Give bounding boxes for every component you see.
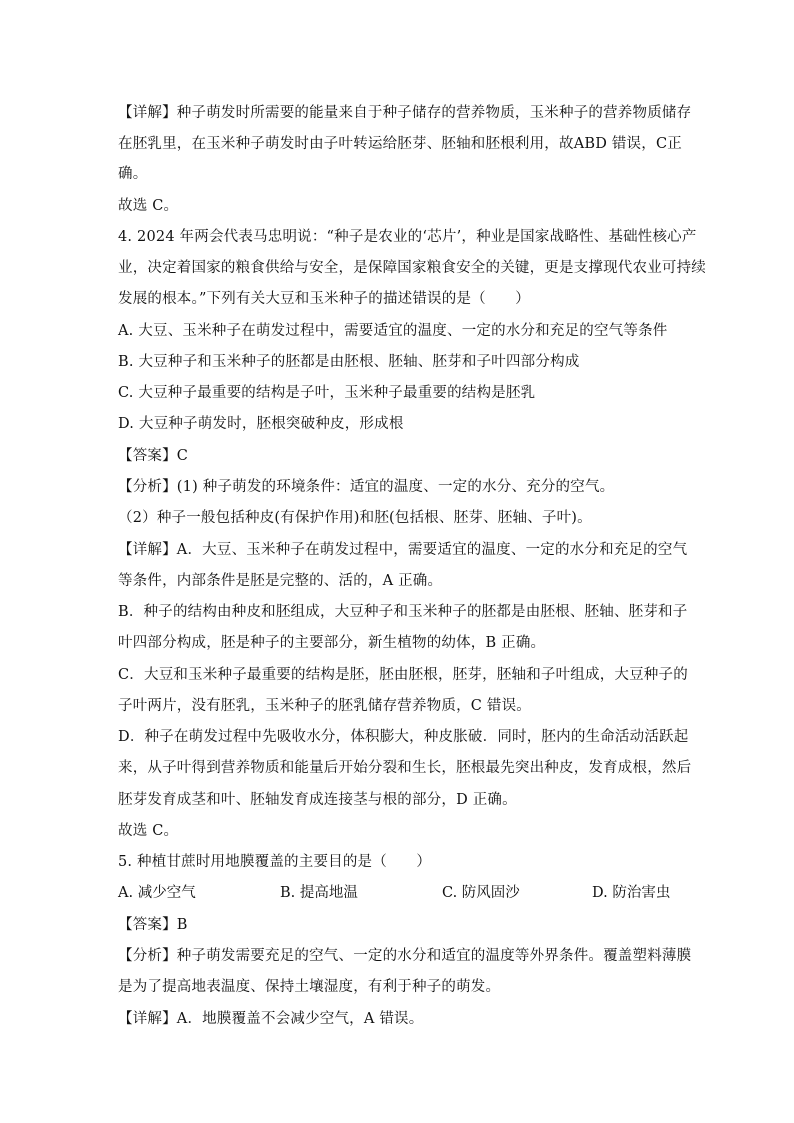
text-line: 故选 C。 (118, 823, 179, 839)
option-d: D. 大豆种子萌发时，胚根突破种皮，形成根 (118, 416, 404, 432)
explanation-line: 【详解】A．大豆、玉米种子在萌发过程中，需要适宜的温度、一定的水分和充足的空气 (118, 542, 688, 558)
explanation-line: 子叶两片，没有胚乳，玉米种子的胚乳储存营养物质，C 错误。 (118, 698, 532, 714)
option-a: A. 减少空气 (118, 885, 196, 901)
explanation-line: C．大豆和玉米种子最重要的结构是胚，胚由胚根，胚芽，胚轴和子叶组成，大豆种子的 (118, 667, 688, 683)
text-line: 【详解】种子萌发时所需要的能量来自于种子储存的营养物质，玉米种子的营养物质储存 (118, 105, 692, 121)
text-line: 在胚乳里，在玉米种子萌发时由子叶转运给胚芽、胚轴和胚根利用，故ABD 错误，C正 (118, 136, 682, 152)
analysis-line: （2）种子一般包括种皮(有保护作用)和胚(包括根、胚芽、胚轴、子叶)。 (118, 510, 592, 526)
option-b: B. 提高地温 (280, 885, 358, 901)
answer-label: 【答案】B (118, 917, 188, 933)
question-4-stem: 4. 2024 年两会代表马忠明说：“种子是农业的‘芯片’，种业是国家战略性、基础性核心产 (118, 229, 697, 245)
explanation-line: D．种子在萌发过程中先吸收水分，体积膨大，种皮胀破．同时，胚内的生命活动活跃起 (118, 729, 689, 745)
explanation-line: 胚芽发育成茎和叶、胚轴发育成连接茎与根的部分，D 正确。 (118, 792, 517, 808)
option-c: C. 防风固沙 (442, 885, 520, 901)
explanation-line: 等条件，内部条件是胚是完整的、活的，A 正确。 (118, 573, 443, 589)
option-d: D. 防治害虫 (592, 885, 671, 901)
analysis-line: 【分析】种子萌发需要充足的空气、一定的水分和适宜的温度等外界条件。覆盖塑料薄膜 (118, 948, 692, 964)
explanation-line: 【详解】A．地膜覆盖不会减少空气，A 错误。 (118, 1011, 424, 1027)
text-line: 业，决定着国家的粮食供给与安全，是保障国家粮食安全的关键，更是支撑现代农业可持续 (118, 260, 706, 276)
text-line: 发展的根本。”下列有关大豆和玉米种子的描述错误的是（ ） (118, 291, 530, 307)
question-5-stem: 5. 种植甘蔗时用地膜覆盖的主要目的是（ ） (118, 854, 432, 870)
explanation-line: 叶四部分构成，胚是种子的主要部分，新生植物的幼体，B 正确。 (118, 635, 546, 651)
text-line: 故选 C。 (118, 198, 179, 214)
analysis-line: 是为了提高地表温度、保持土壤湿度，有利于种子的萌发。 (118, 979, 501, 995)
option-b: B. 大豆种子和玉米种子的胚都是由胚根、胚轴、胚芽和子叶四部分构成 (118, 354, 580, 370)
option-a: A. 大豆、玉米种子在萌发过程中，需要适宜的温度、一定的水分和充足的空气等条件 (118, 323, 668, 339)
option-c: C. 大豆种子最重要的结构是子叶，玉米种子最重要的结构是胚乳 (118, 385, 536, 401)
explanation-line: B．种子的结构由种皮和胚组成，大豆种子和玉米种子的胚都是由胚根、胚轴、胚芽和子 (118, 604, 688, 620)
answer-label: 【答案】C (118, 448, 189, 464)
text-line: 确。 (118, 166, 148, 182)
analysis-line: 【分析】(1) 种子萌发的环境条件：适宜的温度、一定的水分、充分的空气。 (118, 479, 615, 495)
explanation-line: 来，从子叶得到营养物质和能量后开始分裂和生长，胚根最先突出种皮，发育成根，然后 (118, 760, 692, 776)
